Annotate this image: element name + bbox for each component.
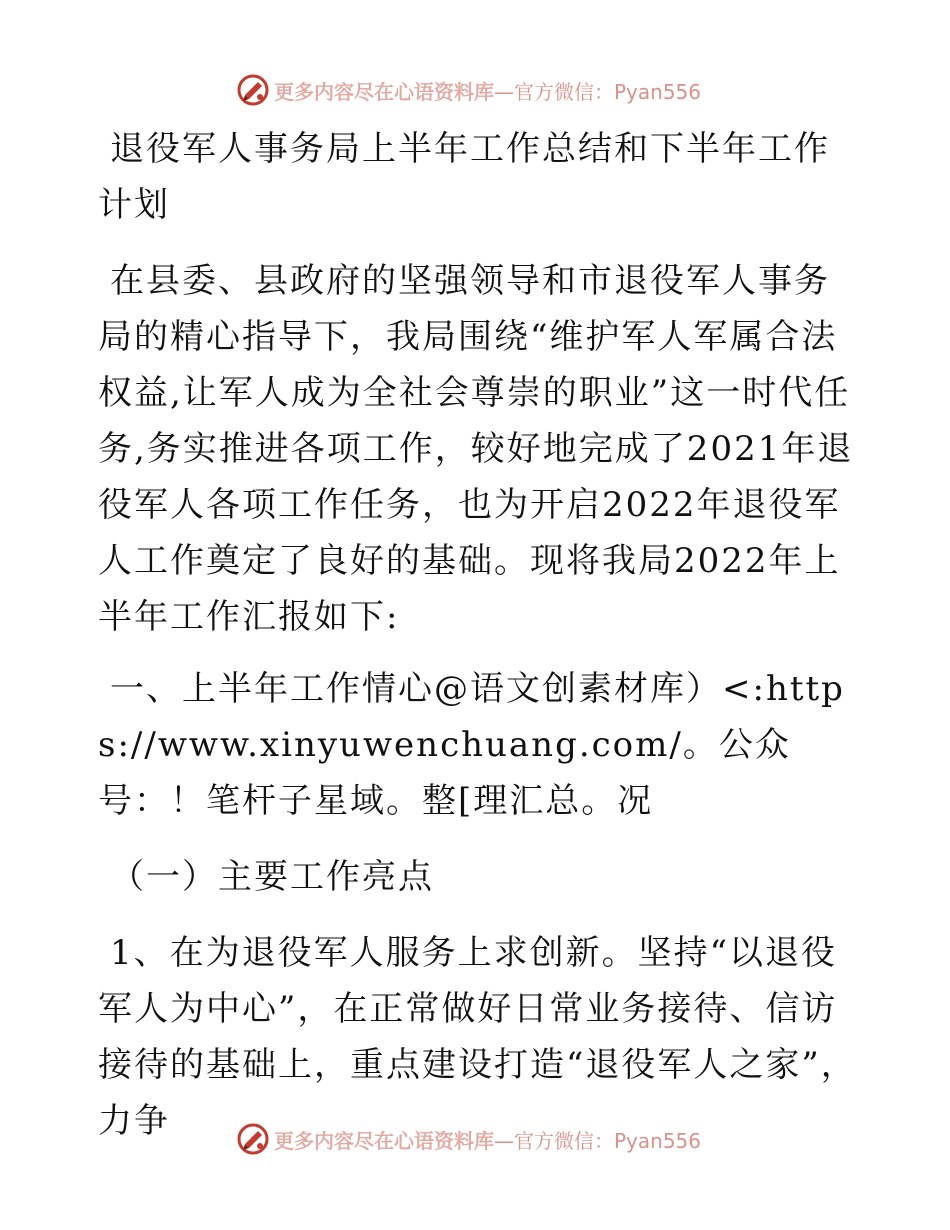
footer-banner <box>236 1121 716 1157</box>
paragraph-subheading: （一）主要工作亮点 <box>110 857 434 897</box>
header-banner <box>236 72 716 108</box>
brand-logo-icon <box>236 73 270 107</box>
footer-banner-sub: —官方微信：Pyan556 <box>494 1128 702 1153</box>
header-banner-sub: —官方微信：Pyan556 <box>494 79 702 104</box>
brand-logo-icon <box>236 1122 270 1156</box>
document-title: 退役军人事务局上半年工作总结和下半年工作计划 <box>98 129 830 225</box>
paragraph-section-heading: 一、上半年工作情心@语文创素材库）<:https://www.xinyuwenchuang.com/。公众号：！笔杆子星域。整[理汇总。况 <box>98 669 845 821</box>
paragraph-intro: 在县委、县政府的坚强领导和市退役军人事务局的精心指导下，我局围绕“维护军人军属合法权益,让军人成为全社会尊崇的职业”这一时代任务,务实推进各项工作，较好地完成了2021年退役军人各项工作任务，也为开启2022年退役军人工作奠定了良好的基础。现将我局2022年上半年工作汇报如下: <box>98 261 854 637</box>
header-banner-main: 更多内容尽在心语资料库 <box>274 79 494 104</box>
paragraph-item-1: 1、在为退役军人服务上求创新。坚持“以退役军人为中心”，在正常做好日常业务接待、信访接待的基础上，重点建设打造“退役军人之家”，力争 <box>98 933 857 1141</box>
document-body <box>98 121 858 1149</box>
footer-banner-main: 更多内容尽在心语资料库 <box>274 1128 494 1153</box>
